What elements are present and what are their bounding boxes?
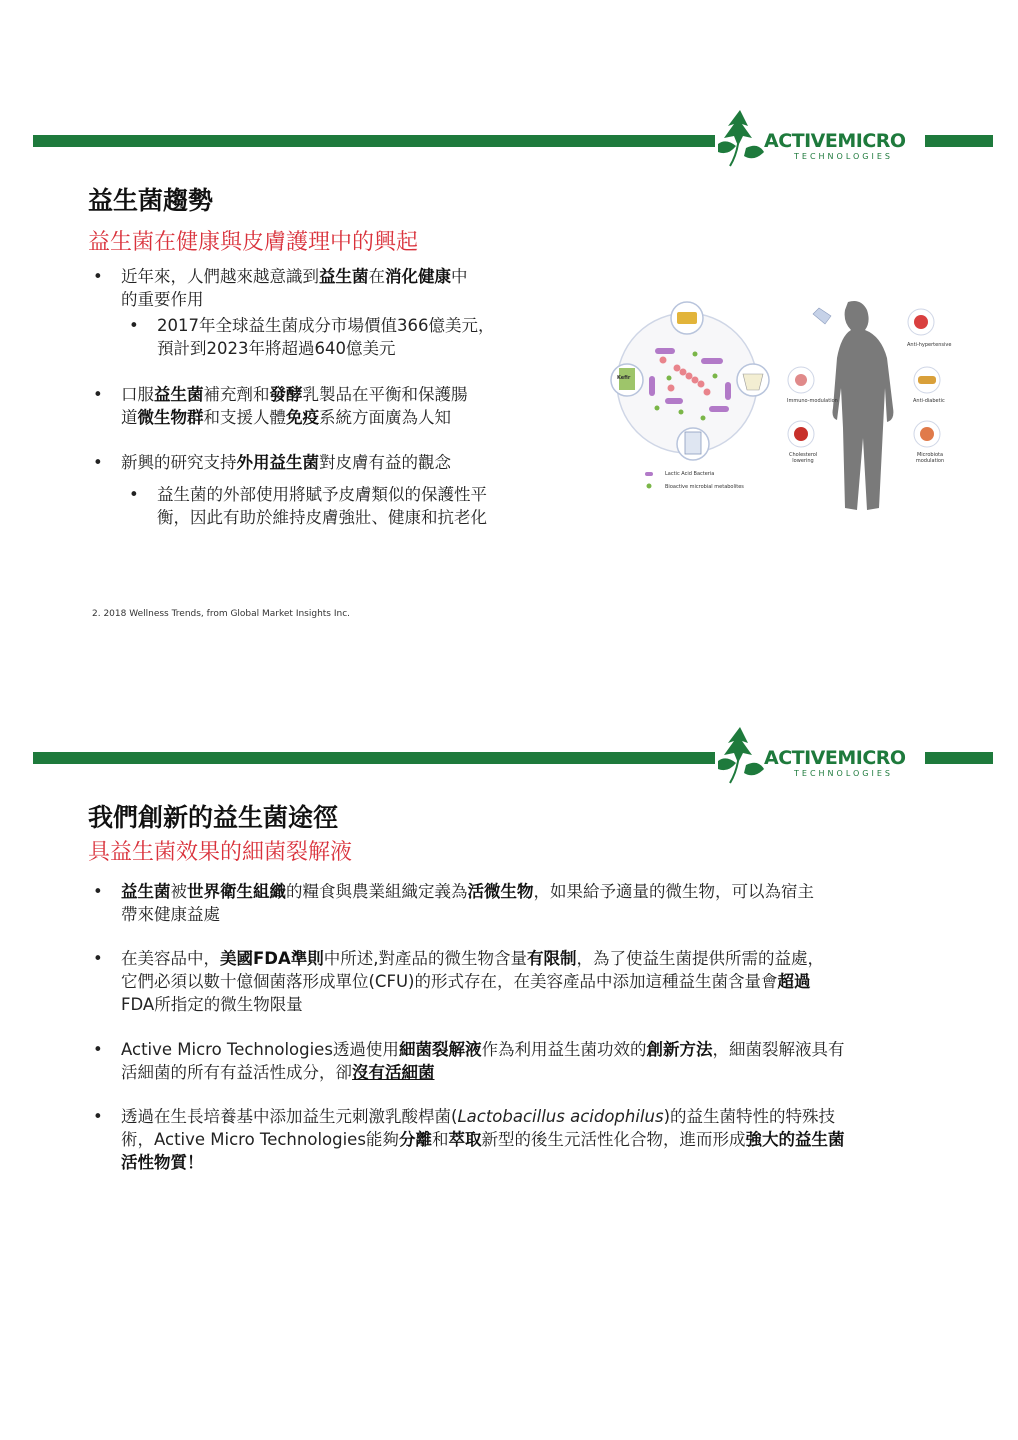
bullet-oral-probiotics: • 口服益生菌補充劑和發酵乳製品在平衡和保護腸 道微生物群和支援人體免疫系統方面廣為人知: [93, 385, 468, 427]
bullet-dot: •: [93, 267, 103, 286]
bullet-dot: •: [93, 949, 103, 968]
bullet-bacterial-lysate: • Active Micro Technologies透過使用細菌裂解液作為利用益生菌功效的創新方法，細菌裂解液具有 活細菌的所有有益活性成分，卻沒有活細菌: [93, 1040, 845, 1082]
bullet-digestive-health: • 近年來，人們越來越意識到益生菌在消化健康中 的重要作用: [93, 267, 468, 309]
logo-tagline: TECHNOLOGIES: [794, 152, 893, 161]
probiotic-illustration: [605, 288, 965, 524]
figure-label-immuno: Immuno-modulation: [787, 398, 838, 404]
logo-tagline: TECHNOLOGIES: [794, 769, 893, 778]
slide-innovative-approach: [0, 720, 1018, 1440]
bullet-dot: •: [93, 453, 103, 472]
figure-label-cholesterol: Cholesterol lowering: [789, 452, 818, 464]
page-title: 我們創新的益生菌途徑: [88, 803, 339, 832]
page-title: 益生菌趨勢: [88, 186, 214, 215]
page-subtitle: 具益生菌效果的細菌裂解液: [88, 840, 353, 865]
figure-label-anti-diabetic: Anti-diabetic: [913, 398, 945, 404]
header-green-bar-right: [925, 752, 993, 764]
bullet-dot: •: [93, 385, 103, 404]
bullet-dot: •: [93, 882, 103, 901]
bullet-fda-guidelines: • 在美容品中，美國FDA準則中所述,對產品的微生物含量有限制，為了使益生菌提供所需的益處， 它們必須以數十億個菌落形成單位(CFU)的形式存在，在美容產品中添加這種益生菌含量會超過 FDA所指定的微生物限量: [93, 949, 824, 1014]
logo-wordmark: ACTIVEMICRO: [764, 747, 906, 769]
bullet-dot: •: [129, 316, 139, 335]
bullet-postbiotic-technology: • 透過在生長培養基中添加益生元刺激乳酸桿菌(Lactobacillus acidophilus)的益生菌特性的特殊技 術，Active Micro Technologies能夠分離和萃取新型的後生元活性化合物，進而形成強大的益生菌 活性物質！: [93, 1107, 845, 1172]
bullet-dot: •: [93, 1040, 103, 1059]
footnote-source: 2. 2018 Wellness Trends, from Global Market Insights Inc.: [92, 609, 351, 619]
bullet-dot: •: [129, 485, 139, 504]
bullet-market-value: • 2017年全球益生菌成分市場價值366億美元， 預計到2023年將超過640億美元: [129, 316, 495, 358]
active-micro-logo: [712, 725, 924, 787]
logo-wordmark: ACTIVEMICRO: [764, 130, 906, 152]
figure-legend-metabolites: Bioactive microbial metabolites: [665, 484, 744, 490]
probiotic-benefits-figure: [605, 288, 965, 524]
header-green-bar: [33, 752, 715, 764]
figure-label-kefir: Kefir: [617, 375, 631, 381]
active-micro-logo: [712, 108, 924, 170]
bullet-dot: •: [93, 1107, 103, 1126]
page-subtitle: 益生菌在健康與皮膚護理中的興起: [88, 230, 419, 255]
leaf-icon: [712, 725, 772, 787]
bullet-skin-protection: • 益生菌的外部使用將賦予皮膚類似的保護性平 衡，因此有助於維持皮膚強壯、健康和抗老化: [129, 485, 487, 527]
bullet-who-definition: • 益生菌被世界衛生組織的糧食與農業組織定義為活微生物，如果給予適量的微生物，可以為宿主 帶來健康益處: [93, 882, 814, 924]
figure-label-anti-hypertensive: Anti-hypertensive: [907, 342, 952, 348]
leaf-icon: [712, 108, 772, 170]
header-green-bar: [33, 135, 715, 147]
bullet-topical-probiotics: • 新興的研究支持外用益生菌對皮膚有益的觀念: [93, 453, 451, 472]
header-green-bar-right: [925, 135, 993, 147]
figure-legend-lab: Lactic Acid Bacteria: [665, 471, 715, 477]
figure-label-microbiota: Microbiota modulation: [915, 452, 945, 464]
